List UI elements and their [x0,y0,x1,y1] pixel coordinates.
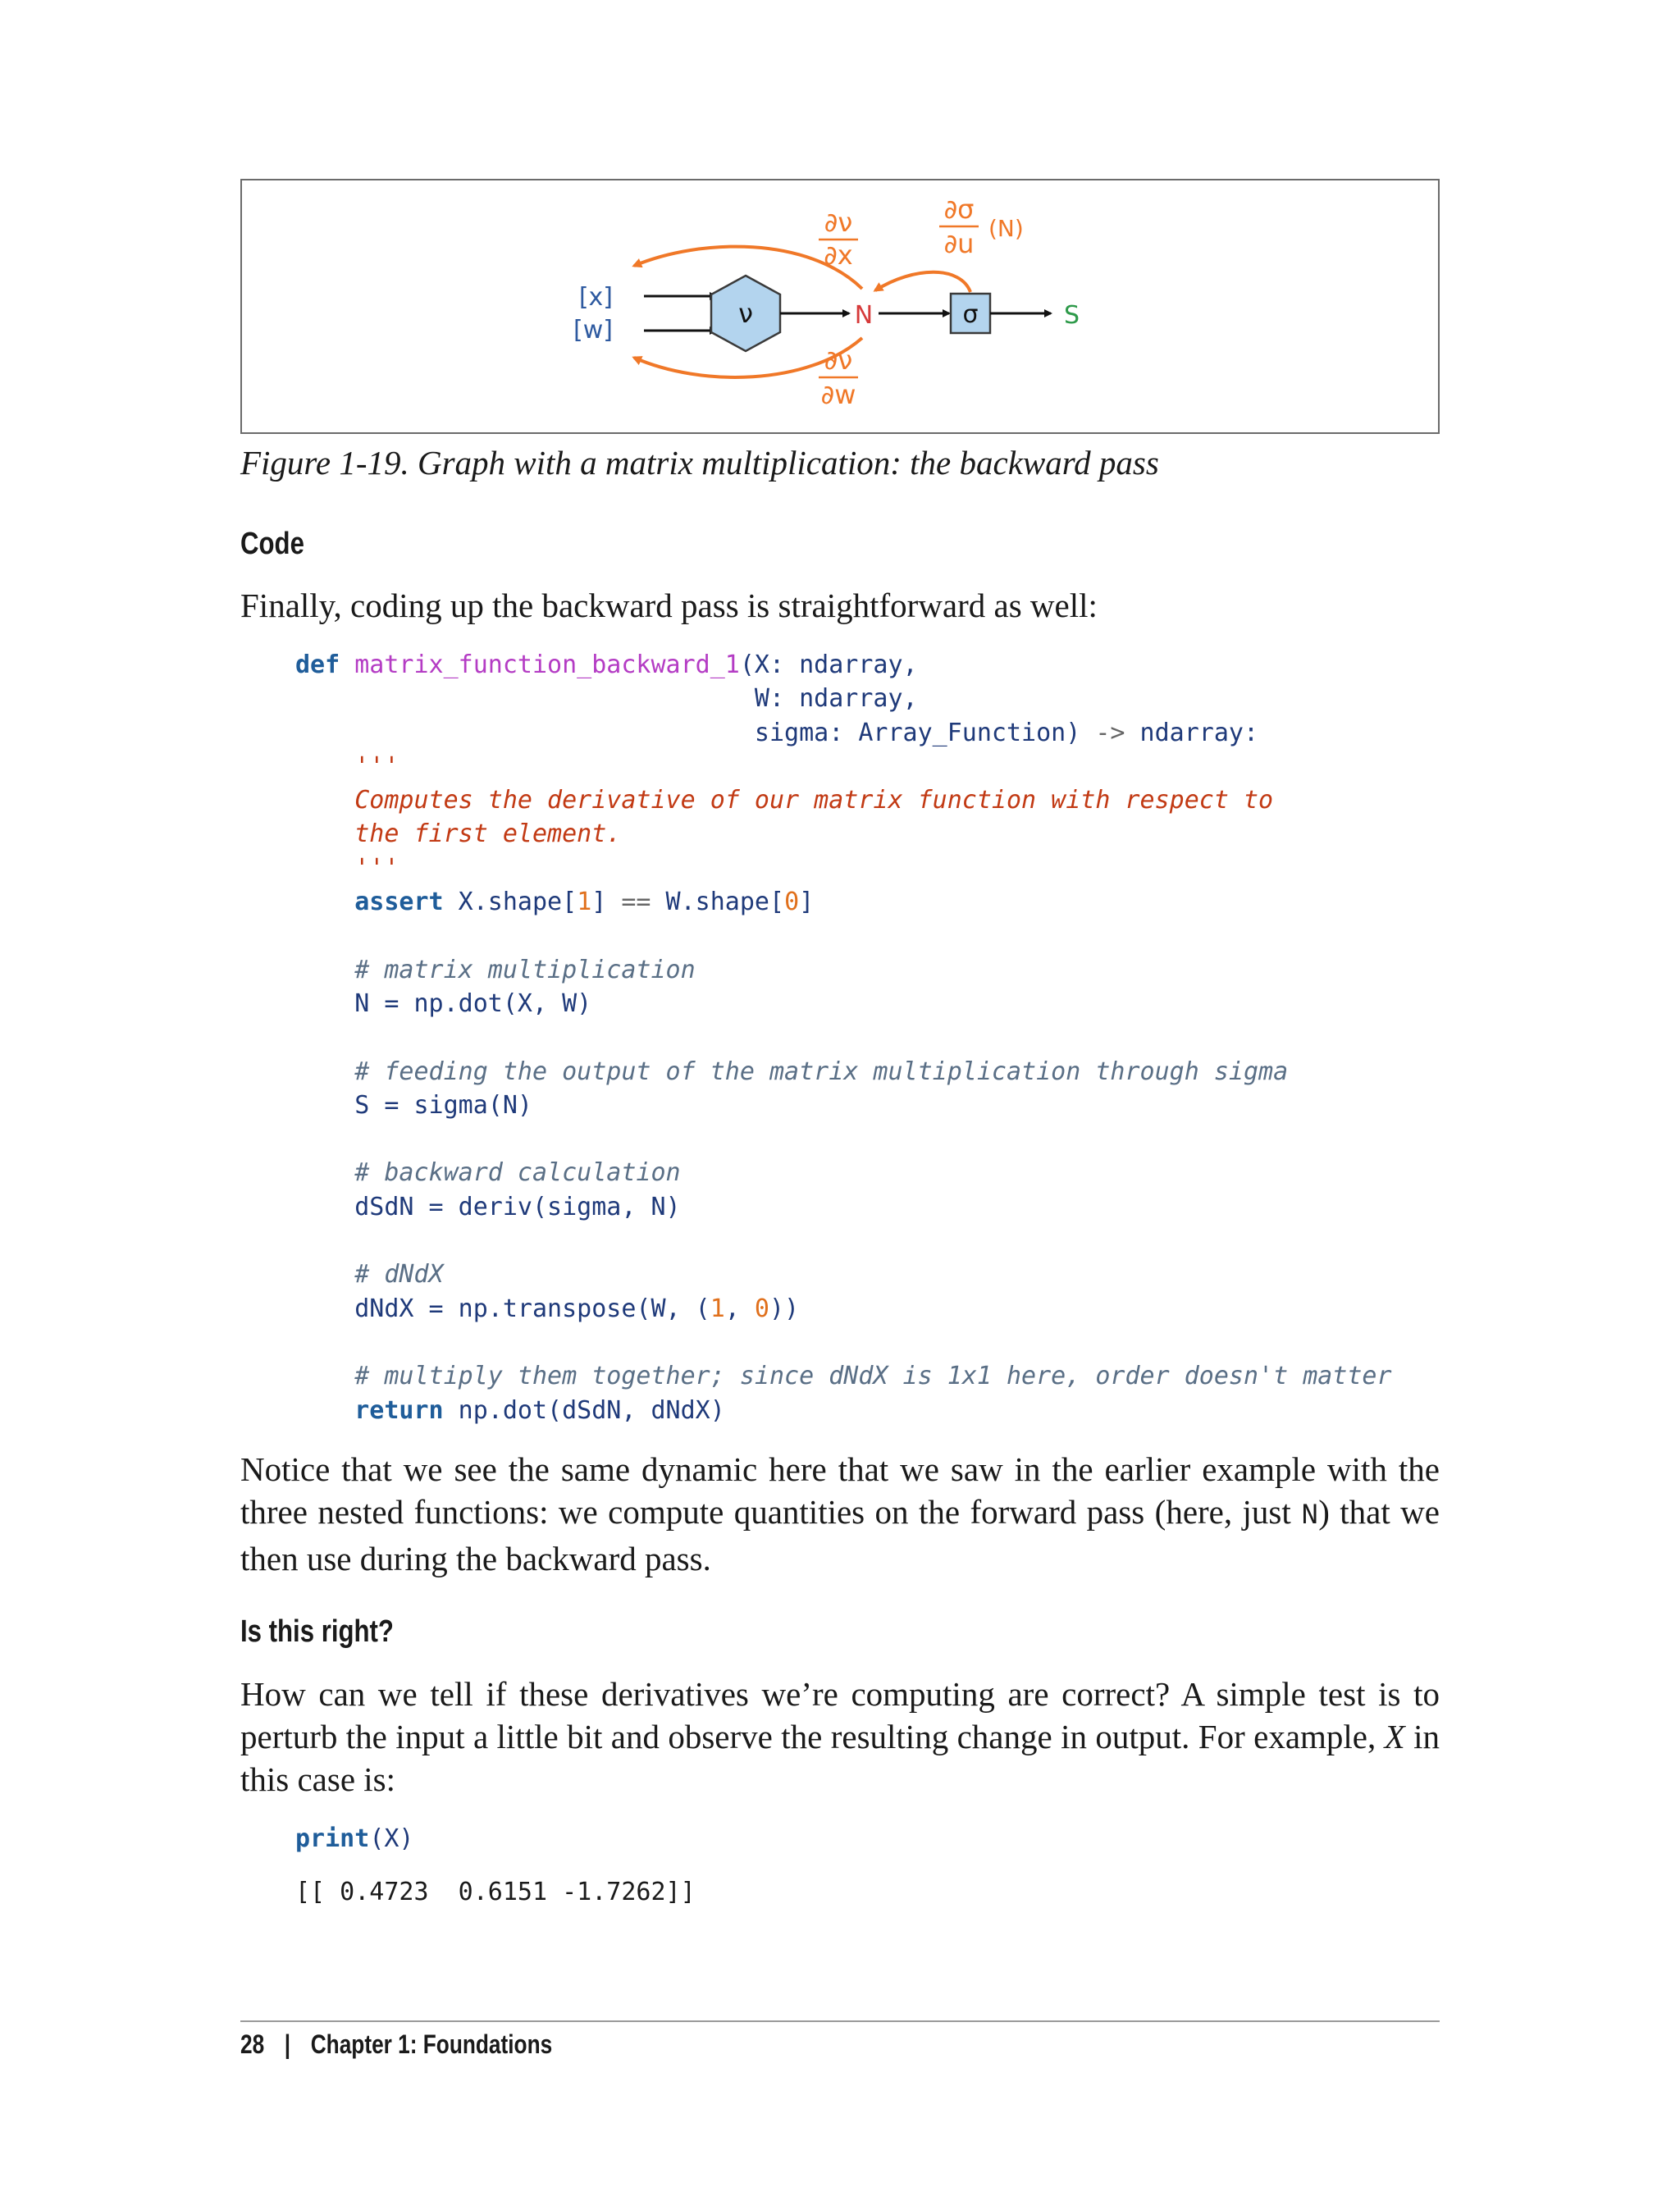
code-line-19: # dNdX [354,1260,444,1290]
page-footer [240,2029,552,2060]
code-intro-paragraph: Finally, coding up the backward pass is straightforward as well: [240,587,1098,624]
inline-code-n: N [1301,1500,1319,1532]
code-line-2: W: ndarray, [754,684,918,714]
code-line-22: # multiply them together; since dNdX is 1x1 here, order doesn't matter [354,1362,1392,1391]
code-line-17: dSdN = deriv(sigma, N) [354,1192,681,1221]
code-line-14: S = sigma(N) [354,1090,532,1120]
backward-arrow-sigma-to-n [875,272,970,292]
dsigma-du-numerator: ∂σ [943,194,975,225]
italic-x: X [1384,1718,1405,1755]
code-line-blank-2 [295,1020,1392,1054]
heading-is-this-right: Is this right? [240,1614,394,1649]
footer-rule [240,2020,1440,2022]
n-node-label: N [854,301,874,330]
code-line-blank-3 [295,1122,1392,1156]
code-line-3: sigma: Array_Function) -> ndarray: [754,718,1259,747]
code-line-8: assert X.shape[1] == W.shape[0] [354,888,815,917]
notice-paragraph: Notice that we see the same dynamic here that we saw in the earlier example with the three nested functions: we compute quantities on the forward pass (here, just N) that we then use during the backward pass. [240,1450,1440,1577]
input-w-label: [w] [573,316,613,345]
input-x-label: [x] [578,283,613,312]
dsigma-du-argument: (N) [988,215,1024,242]
dsigma-du-denominator: ∂u [943,228,975,259]
footer-separator: | [284,2029,291,2059]
code-line-11: N = np.dot(X, W) [354,988,592,1018]
code-line-10: # matrix multiplication [354,955,696,984]
heading-code: Code [240,527,304,561]
print-code-line: print(X) [295,1824,414,1853]
code-line-13: # feeding the output of the matrix multiplication through sigma [354,1057,1289,1086]
code-line-16: # backward calculation [354,1158,681,1188]
sigma-node-label: σ [962,300,979,329]
code-line-5: Computes the derivative of our matrix function with respect to [354,786,1274,815]
figure-caption: Figure 1-19. Graph with a matrix multiplication: the backward pass [240,444,1159,482]
is-this-right-paragraph: How can we tell if these derivatives we’re computing are correct? A simple test is to perturb the input a little bit and observe the resulting change in output. For example, X in this case is: [240,1675,1440,1798]
code-block-backward [295,648,1392,1427]
s-node-label: S [1064,301,1080,330]
page-number: 28 [240,2029,265,2059]
code-line-20: dNdX = np.transpose(W, (1, 0)) [354,1294,800,1323]
code-line-blank-4 [295,1224,1392,1258]
code-line-blank-5 [295,1326,1392,1359]
dnu-dx-numerator: ∂ν [824,207,853,238]
code-line-blank-1 [295,919,1392,952]
nu-node-label: ν [738,298,753,329]
code-line-7: ''' [354,853,399,883]
dnu-dw-denominator: ∂w [820,379,856,410]
print-output: [[ 0.4723 0.6151 -1.7262]] [295,1878,696,1906]
figure-graph [240,179,1440,434]
computation-graph-diagram [242,180,1441,436]
code-line-4: ''' [354,751,399,781]
dnu-dx-denominator: ∂x [824,240,853,271]
chapter-title: Chapter 1: Foundations [310,2029,553,2059]
code-line-23: return np.dot(dSdN, dNdX) [354,1395,725,1425]
code-line-1: def matrix_function_backward_1(X: ndarray, [295,651,918,679]
code-line-6: the first element. [354,819,622,849]
dnu-dw-numerator: ∂ν [824,345,853,376]
